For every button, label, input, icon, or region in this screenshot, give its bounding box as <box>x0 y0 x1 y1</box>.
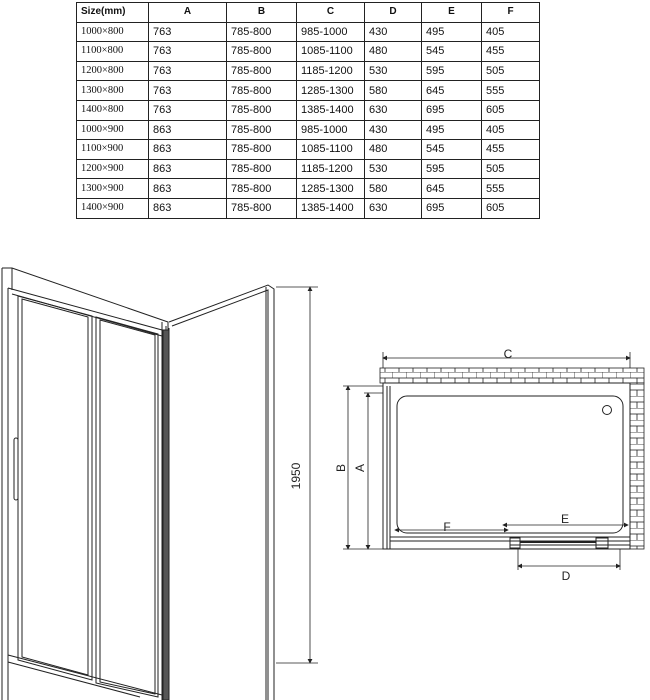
top-rail <box>8 288 162 330</box>
table-cell: 863 <box>149 159 227 179</box>
table-cell: 1185-1200 <box>297 61 365 81</box>
table-cell: 785-800 <box>227 42 297 62</box>
fixed-glass-panel <box>18 296 92 680</box>
bottom-rail <box>8 655 162 695</box>
label-b: B <box>334 463 348 473</box>
table-cell: 785-800 <box>227 198 297 218</box>
drain <box>603 406 612 415</box>
label-d: D <box>561 569 571 583</box>
table-cell: 785-800 <box>227 159 297 179</box>
plan-view <box>380 368 644 549</box>
table-cell: 985-1000 <box>297 22 365 42</box>
back-wall <box>380 368 644 383</box>
table-cell: 505 <box>482 61 540 81</box>
table-cell: 1100×900 <box>77 140 149 160</box>
label-f: F <box>443 520 451 534</box>
table-cell: 763 <box>149 81 227 101</box>
table-cell: 863 <box>149 179 227 199</box>
header-f: F <box>482 3 540 23</box>
table-cell: 763 <box>149 100 227 120</box>
table-cell: 1285-1300 <box>297 179 365 199</box>
table-cell: 695 <box>422 100 482 120</box>
table-cell: 455 <box>482 140 540 160</box>
table-cell: 505 <box>482 159 540 179</box>
sliding-glass-panel <box>96 317 158 697</box>
table-cell: 1300×800 <box>77 81 149 101</box>
table-cell: 605 <box>482 198 540 218</box>
table-cell: 785-800 <box>227 120 297 140</box>
header-b: B <box>227 3 297 23</box>
table-cell: 785-800 <box>227 61 297 81</box>
table-cell: 630 <box>365 100 422 120</box>
side-panel-frame <box>169 285 274 700</box>
table-cell: 1085-1100 <box>297 42 365 62</box>
header-e: E <box>422 3 482 23</box>
header-c: C <box>297 3 365 23</box>
table-cell: 863 <box>149 120 227 140</box>
door-roller-right <box>596 538 608 548</box>
table-cell: 863 <box>149 198 227 218</box>
table-cell: 630 <box>365 198 422 218</box>
table-cell: 605 <box>482 100 540 120</box>
table-cell: 785-800 <box>227 100 297 120</box>
height-label: 1950 <box>289 462 303 490</box>
table-cell: 580 <box>365 81 422 101</box>
corner-post <box>163 330 169 700</box>
header-a: A <box>149 3 227 23</box>
door-roller-left <box>510 538 520 548</box>
table-cell: 1200×900 <box>77 159 149 179</box>
table-cell: 763 <box>149 42 227 62</box>
table-cell: 405 <box>482 22 540 42</box>
table-cell: 645 <box>422 81 482 101</box>
label-c: C <box>503 347 513 361</box>
shower-tray-inner <box>397 396 623 533</box>
table-cell: 785-800 <box>227 22 297 42</box>
side-panel-glass <box>172 290 268 700</box>
header-d: D <box>365 3 422 23</box>
table-cell: 1300×900 <box>77 179 149 199</box>
table-cell: 595 <box>422 61 482 81</box>
table-cell: 1200×800 <box>77 61 149 81</box>
table-cell: 530 <box>365 159 422 179</box>
table-cell: 405 <box>482 120 540 140</box>
table-cell: 863 <box>149 140 227 160</box>
table-cell: 763 <box>149 61 227 81</box>
front-frame-top <box>2 268 168 700</box>
table-cell: 695 <box>422 198 482 218</box>
table-cell: 985-1000 <box>297 120 365 140</box>
shower-tray-outer <box>383 383 630 549</box>
table-cell: 495 <box>422 22 482 42</box>
label-a: A <box>353 463 367 473</box>
table-cell: 480 <box>365 42 422 62</box>
table-cell: 580 <box>365 179 422 199</box>
table-cell: 430 <box>365 120 422 140</box>
table-cell: 785-800 <box>227 81 297 101</box>
table-cell: 530 <box>365 61 422 81</box>
table-cell: 495 <box>422 120 482 140</box>
table-cell: 763 <box>149 22 227 42</box>
table-cell: 1185-1200 <box>297 159 365 179</box>
header-size: Size(mm) <box>77 3 149 23</box>
table-cell: 1000×800 <box>77 22 149 42</box>
table-cell: 1000×900 <box>77 120 149 140</box>
table-cell: 455 <box>482 42 540 62</box>
side-wall <box>630 383 644 549</box>
table-cell: 1400×900 <box>77 198 149 218</box>
table-cell: 595 <box>422 159 482 179</box>
table-cell: 1385-1400 <box>297 198 365 218</box>
table-cell: 1400×800 <box>77 100 149 120</box>
table-cell: 545 <box>422 42 482 62</box>
table-cell: 430 <box>365 22 422 42</box>
table-cell: 555 <box>482 179 540 199</box>
table-cell: 645 <box>422 179 482 199</box>
table-cell: 1085-1100 <box>297 140 365 160</box>
table-cell: 480 <box>365 140 422 160</box>
label-e: E <box>560 512 570 526</box>
table-cell: 1385-1400 <box>297 100 365 120</box>
table-cell: 1100×800 <box>77 42 149 62</box>
table-cell: 785-800 <box>227 179 297 199</box>
door-handle <box>14 438 18 500</box>
table-cell: 545 <box>422 140 482 160</box>
table-cell: 555 <box>482 81 540 101</box>
table-cell: 1285-1300 <box>297 81 365 101</box>
shower-elevation <box>2 268 274 700</box>
table-cell: 785-800 <box>227 140 297 160</box>
